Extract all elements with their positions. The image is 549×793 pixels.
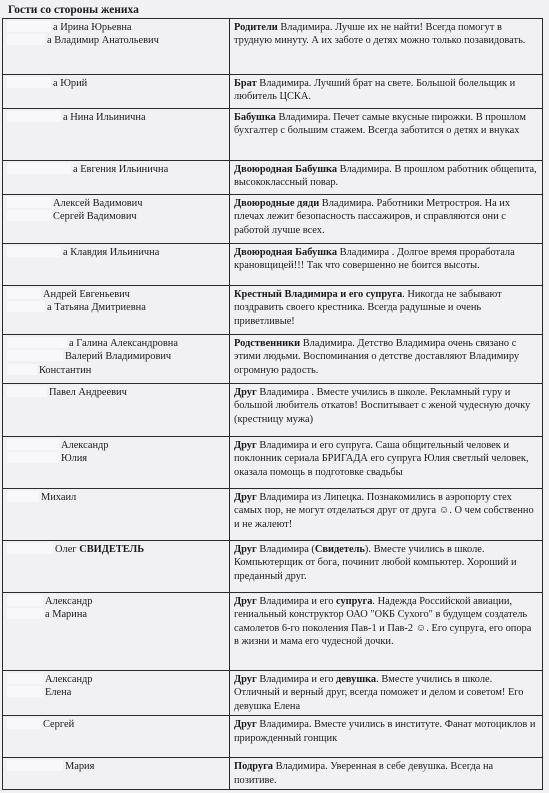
guest-names bbox=[3, 19, 230, 75]
guest-name: Александр bbox=[45, 596, 93, 607]
guest-description bbox=[230, 161, 543, 195]
table-row bbox=[3, 109, 543, 161]
guest-name: Сергей Вадимович bbox=[53, 211, 137, 223]
witness-label: СВИДЕТЕЛЬ bbox=[79, 544, 145, 555]
guest-description bbox=[230, 489, 543, 541]
guest-name: Олег bbox=[55, 544, 77, 555]
guest-names bbox=[3, 75, 230, 109]
guest-description bbox=[230, 244, 543, 286]
table-row bbox=[3, 716, 543, 758]
guest-name: а Юрий bbox=[53, 78, 88, 89]
guest-description bbox=[230, 286, 543, 335]
guest-role: Двоюродные дяди bbox=[234, 198, 320, 209]
guest-name: а Евгения Ильинична bbox=[73, 164, 169, 175]
guest-text: . Надежда Российской авиации, гениальный конструктор ОАО "ОКБ Сухого" в будущем создатель самолетов 6-го поколения Пав-1 и Пав-2 ☺. Его супруга, его опора в жизни и мама его чудесной дочки. bbox=[234, 596, 532, 648]
guest-description bbox=[230, 541, 543, 593]
guest-description bbox=[230, 593, 543, 671]
guest-name: а Марина bbox=[45, 609, 87, 621]
guest-names bbox=[3, 716, 230, 758]
table-row bbox=[3, 286, 543, 335]
guest-description bbox=[230, 195, 543, 244]
guest-description bbox=[230, 758, 543, 790]
guest-description bbox=[230, 75, 543, 109]
guest-text: Владимира. Вместе учились в институте. Фанат мотоциклов и прирожденный гонщик bbox=[234, 719, 536, 744]
guest-name: Мария bbox=[65, 761, 95, 773]
page-heading: Гости со стороны жениха bbox=[8, 4, 139, 16]
guest-text-pre: Владимира и его bbox=[256, 674, 336, 685]
guest-role: Друг bbox=[234, 596, 257, 607]
guest-role: Двоюродная Бабушка bbox=[234, 247, 338, 258]
guest-names bbox=[3, 244, 230, 286]
guest-name: а Ирина Юрьевна bbox=[53, 22, 132, 33]
guest-names bbox=[3, 437, 230, 489]
guest-name: а Нина Ильинична bbox=[63, 112, 146, 123]
guest-name: Елена bbox=[45, 687, 72, 699]
guest-name: Константин bbox=[39, 364, 92, 376]
table-row bbox=[3, 758, 543, 790]
guest-role: Бабушка bbox=[234, 112, 276, 123]
guest-names bbox=[3, 593, 230, 671]
guest-description bbox=[230, 671, 543, 716]
guest-names bbox=[3, 335, 230, 384]
guest-names bbox=[3, 286, 230, 335]
guest-names bbox=[3, 541, 230, 593]
guest-role: Друг bbox=[234, 719, 257, 731]
guest-table bbox=[2, 18, 543, 790]
guest-role: Крестный Владимира и его супруга bbox=[234, 289, 403, 300]
guest-name: а Татьяна Дмитриевна bbox=[47, 302, 146, 314]
guest-name: Александр bbox=[61, 440, 109, 451]
guest-role: Двоюродная Бабушка bbox=[234, 164, 338, 175]
guest-role: Брат bbox=[234, 78, 257, 89]
guest-text: . Вместе учились в школе. Отличный и верный друг, всегда поможет и делом и советом! Его девушка Елена bbox=[234, 674, 524, 712]
guest-name: Андрей Евгеньевич bbox=[43, 289, 130, 300]
guest-names bbox=[3, 671, 230, 716]
guest-description bbox=[230, 384, 543, 437]
table-row bbox=[3, 384, 543, 437]
guest-role-secondary: супруга bbox=[336, 596, 373, 607]
guest-text: Владимира . Долгое время проработала крановщицей!!! Так что совершенно не боится высоты. bbox=[234, 247, 515, 272]
table-row bbox=[3, 671, 543, 716]
guest-description bbox=[230, 716, 543, 758]
guest-text-pre: Владимира и его bbox=[256, 596, 336, 607]
guest-role: Друг bbox=[234, 544, 257, 555]
table-row bbox=[3, 75, 543, 109]
guest-text-pre: Владимира ( bbox=[256, 544, 315, 555]
guest-name: Александр bbox=[45, 674, 93, 685]
guest-name: Валерий Владимирович bbox=[65, 351, 172, 363]
guest-names bbox=[3, 161, 230, 195]
guest-role: Родители bbox=[234, 22, 278, 33]
guest-role-secondary: девушка bbox=[336, 674, 377, 685]
guest-name: а Галина Александровна bbox=[69, 338, 178, 349]
guest-text: Владимира. Детство Владимира очень связано с этими людьми. Воспоминания о детстве доставляют Владимиру огромную радость. bbox=[234, 338, 520, 376]
guest-role: Подруга bbox=[234, 761, 273, 773]
guest-name: а Владимир Анатольевич bbox=[47, 35, 159, 47]
guest-description bbox=[230, 335, 543, 384]
guest-description bbox=[230, 19, 543, 75]
table-row bbox=[3, 19, 543, 75]
guest-text: Владимира. Лучше их не найти! Всегда помогут в трудную минуту. А их заботе о детях можно только позавидовать. bbox=[234, 22, 526, 47]
table-row bbox=[3, 593, 543, 671]
guest-text: . Никогда не забывают поздравить своего крестника. Всегда радушные и очень приветливые! bbox=[234, 289, 502, 327]
guest-names bbox=[3, 758, 230, 790]
guest-role: Друг bbox=[234, 674, 257, 685]
table-row bbox=[3, 489, 543, 541]
guest-names bbox=[3, 195, 230, 244]
table-row bbox=[3, 437, 543, 489]
guest-name: Сергей bbox=[43, 719, 75, 731]
table-row bbox=[3, 161, 543, 195]
guest-role-secondary: Свидетель bbox=[314, 544, 365, 555]
table-row bbox=[3, 244, 543, 286]
guest-name: Алексей Вадимович bbox=[53, 198, 143, 209]
table-row bbox=[3, 541, 543, 593]
guest-role: Друг bbox=[234, 492, 257, 503]
guest-text: Владимира. В прошлом работник общепита, высококлассный повар. bbox=[234, 164, 537, 189]
guest-name: Михаил bbox=[41, 492, 77, 503]
guest-text: Владимира из Липецка. Познакомились в аэропорту стех самых пор, не могут отделаться друг от друга ☺. О чем собственно и не жалеют! bbox=[234, 492, 534, 530]
guest-names bbox=[3, 489, 230, 541]
guest-role: Родственники bbox=[234, 338, 301, 349]
table-row bbox=[3, 195, 543, 244]
table-row bbox=[3, 335, 543, 384]
guest-name: а Клавдия Ильинична bbox=[63, 247, 160, 258]
guest-names bbox=[3, 384, 230, 437]
guest-role: Друг bbox=[234, 440, 257, 451]
guest-text: Владимира. Лучший брат на свете. Большой болельщик и любитель ЦСКА. bbox=[234, 78, 516, 103]
guest-name: Юлия bbox=[61, 453, 88, 465]
guest-description bbox=[230, 109, 543, 161]
guest-text: Владимира и его супруга. Саша общительный человек и поклонник сериала БРИГАДА его супруга Юлия светлый человек, оказала помощь в подготовке свадьбы bbox=[234, 440, 529, 478]
guest-text: ). Вместе учились в школе. Компьютерщик от бога, починит любой компьютер. Хороший и преданный друг. bbox=[234, 544, 517, 582]
guest-names bbox=[3, 109, 230, 161]
guest-name: Павел Андреевич bbox=[49, 387, 127, 398]
guest-text: Владимира. Работники Метростроя. На их плечах лежит безопасность пассажиров, и справляются они с работой лучше всех. bbox=[234, 198, 511, 236]
guest-role: Друг bbox=[234, 387, 257, 398]
guest-text: Владимира . Вместе учились в школе. Рекламный гуру и большой любитель откатов! Воспитывает с женой чудесную дочку (крестницу мужа) bbox=[234, 387, 531, 425]
guest-text: Владимира. Печет самые вкусные пирожки. В прошлом бухгалтер с большим стажем. Всегда заботится о детях и внуках bbox=[234, 112, 526, 137]
guest-text: Владимира. Уверенная в себе девушка. Всегда на позитиве. bbox=[234, 761, 494, 786]
guest-description bbox=[230, 437, 543, 489]
